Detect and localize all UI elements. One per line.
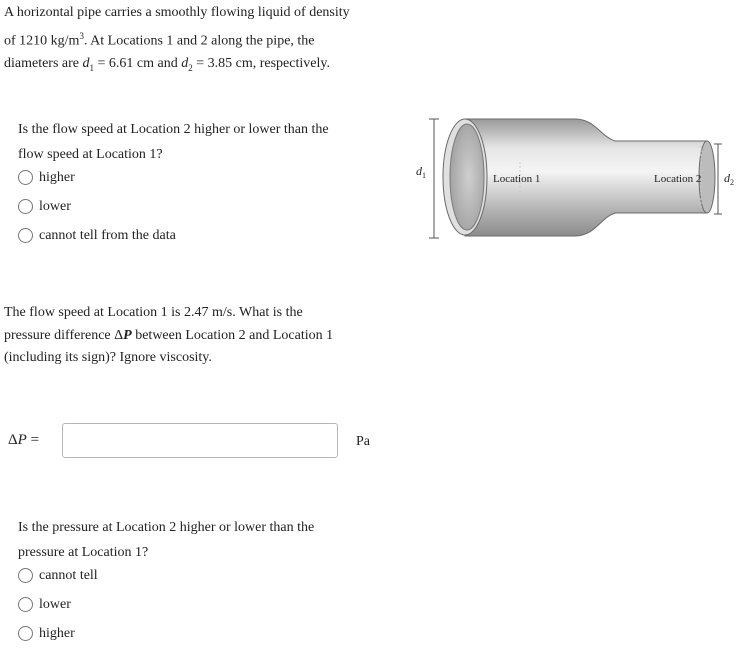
radio-button[interactable] [18,228,33,243]
radio-button[interactable] [18,597,33,612]
delta-symbol: Δ [114,327,124,343]
location-1-label: Location 1 [493,173,541,185]
d2-value: = 3.85 cm, respectively. [192,55,330,71]
p-symbol: P [17,432,27,448]
d2-label: $d_2$ [724,171,734,187]
equals-sign: = [26,432,40,448]
d1-label: $d_1$ [416,164,426,180]
option-label: cannot tell [39,568,98,583]
question-2-line-2 [4,325,374,348]
d2-symbol: d [181,55,189,71]
unit-label: Pa [356,434,370,449]
question-flow-speed [18,117,358,250]
density-exponent: 3 [79,30,84,41]
q1-option-cannot-tell[interactable] [18,221,358,250]
q3-option-lower[interactable] [18,590,348,619]
question-1-prompt-line-2: flow speed at Location 1? [18,147,163,162]
q3-option-higher[interactable] [18,619,348,648]
q1-option-higher[interactable] [18,163,358,192]
delta-p-label [8,432,39,449]
radio-button[interactable] [18,170,33,185]
question-3-prompt-line-2: pressure at Location 1? [18,545,149,560]
option-label: cannot tell from the data [39,228,176,243]
location-2-label: Location 2 [654,173,702,185]
d1-subscript: 1 [89,62,95,73]
d1-dimension-marker [429,119,439,238]
radio-button[interactable] [18,199,33,214]
pressure-diff-text: pressure difference [4,327,115,343]
pipe-figure [410,110,740,245]
question-1-prompt-line-1: Is the flow speed at Location 2 higher or lower than the [18,122,329,137]
problem-line-3 [4,53,389,79]
radio-button[interactable] [18,568,33,583]
question-2-line-1: The flow speed at Location 1 is 2.47 m/s. What is the [4,305,303,320]
question-pressure-comparison [18,515,348,648]
question-2-line-3: (including its sign)? Ignore viscosity. [4,350,212,365]
diameters-text: diameters are [4,55,83,71]
problem-line-1: A horizontal pipe carries a smoothly flowing liquid of density [4,5,350,20]
question-pressure-difference [4,302,374,370]
delta-symbol: Δ [8,432,18,448]
option-label: lower [39,199,71,214]
locations-text: . At Locations 1 and 2 along the pipe, the [83,33,315,49]
d1-symbol: d [82,55,90,71]
q1-option-lower[interactable] [18,192,358,221]
option-label: higher [39,170,75,185]
pressure-difference-input[interactable] [62,423,338,458]
option-label: lower [39,597,71,612]
d2-subscript: 2 [188,62,193,73]
density-text: of 1210 kg/m [4,33,80,49]
question-3-prompt-line-1: Is the pressure at Location 2 higher or lower than the [18,520,315,535]
problem-line-2 [4,25,389,53]
between-text: between Location 2 and Location 1 [131,327,334,343]
p-symbol: P [123,327,132,343]
option-label: higher [39,626,75,641]
problem-statement [4,2,389,79]
radio-button[interactable] [18,626,33,641]
q3-option-cannot-tell[interactable] [18,561,348,590]
d1-value: = 6.61 cm and [94,55,182,71]
